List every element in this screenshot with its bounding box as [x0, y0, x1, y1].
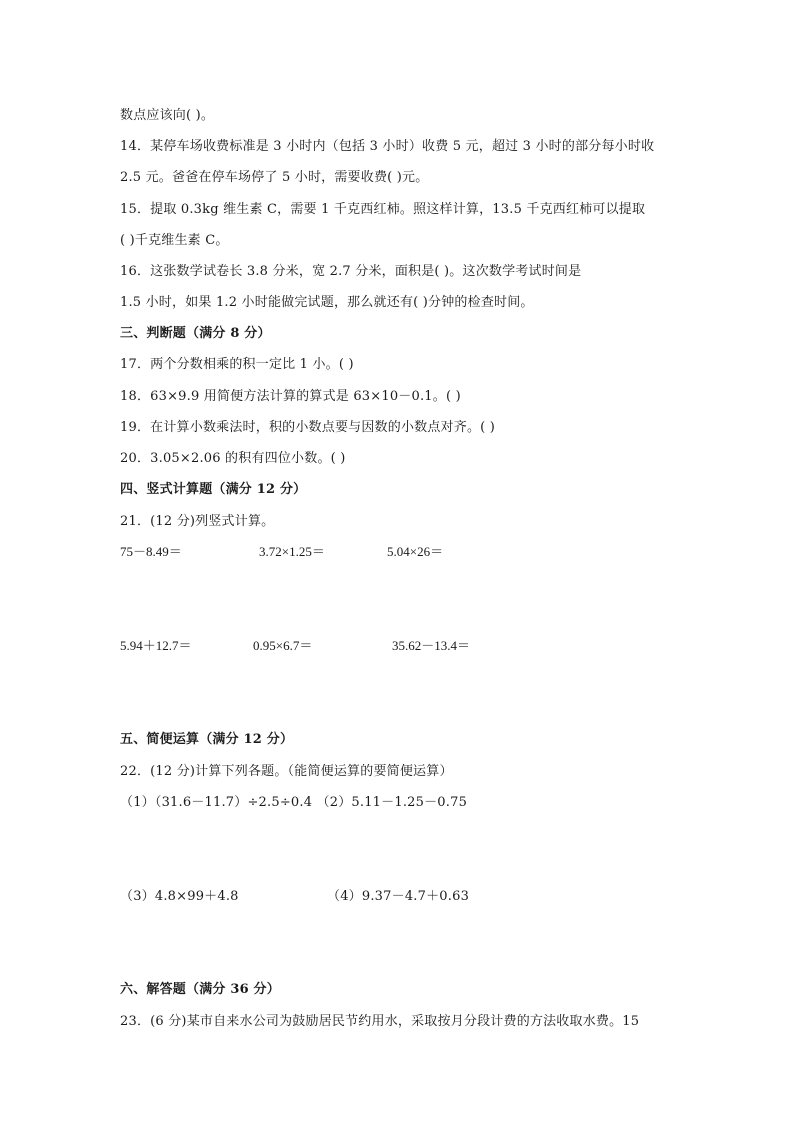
section-heading-vertical-calc: 四、竖式计算题（满分 12 分） — [120, 482, 307, 497]
section-heading-judgment: 三、判断题（满分 8 分） — [120, 326, 271, 341]
q13-continuation: 数点应该向( )。 — [120, 108, 215, 123]
q22-item-4: （4）9.37－4.7＋0.63 — [327, 889, 470, 904]
q22-items-1-2: （1）（31.6－11.7）÷2.5÷0.4 （2）5.11－1.25－0.75 — [120, 795, 468, 810]
q15-line1: 15．提取 0.3kg 维生素 C，需要 1 千克西红柿。照这样计算，13.5 千克西红柿可以提取 — [120, 202, 646, 217]
q16-line1: 16．这张数学试卷长 3.8 分米，宽 2.7 分米，面积是( )。这次数学考试时间是 — [120, 264, 582, 279]
calc-item-4: 5.94＋12.7＝ — [120, 638, 192, 653]
q15-line2: ( )千克维生素 C。 — [120, 233, 229, 248]
q20: 20．3.05×2.06 的积有四位小数。( ) — [120, 451, 346, 466]
q22: 22．(12 分)计算下列各题。（能简便运算的要简便运算） — [120, 764, 453, 779]
q14-line2: 2.5 元。爸爸在停车场停了 5 小时，需要收费( )元。 — [120, 170, 429, 185]
q19: 19．在计算小数乘法时，积的小数点要与因数的小数点对齐。( ) — [120, 420, 496, 435]
calc-item-1: 75－8.49＝ — [120, 544, 182, 559]
q16-line2: 1.5 小时，如果 1.2 小时能做完试题，那么就还有( )分钟的检查时间。 — [120, 295, 534, 310]
calc-item-2: 3.72×1.25＝ — [259, 544, 325, 559]
q22-item-3: （3）4.8×99＋4.8 — [120, 889, 239, 904]
q21: 21．(12 分)列竖式计算。 — [120, 514, 275, 529]
calc-item-6: 35.62－13.4＝ — [392, 638, 471, 653]
q18: 18．63×9.9 用简便方法计算的算式是 63×10－0.1。( ) — [120, 389, 461, 404]
section-heading-simplified: 五、简便运算（满分 12 分） — [120, 732, 294, 747]
section-heading-word-problems: 六、解答题（满分 36 分） — [120, 982, 280, 997]
calc-item-5: 0.95×6.7＝ — [253, 638, 313, 653]
q17: 17．两个分数相乘的积一定比 1 小。( ) — [120, 357, 354, 372]
calc-item-3: 5.04×26＝ — [387, 544, 444, 559]
q23: 23．(6 分)某市自来水公司为鼓励居民节约用水，采取按月分段计费的方法收取水费。15 — [120, 1014, 640, 1029]
q14-line1: 14．某停车场收费标准是 3 小时内（包括 3 小时）收费 5 元，超过 3 小时的部分每小时收 — [120, 139, 655, 154]
